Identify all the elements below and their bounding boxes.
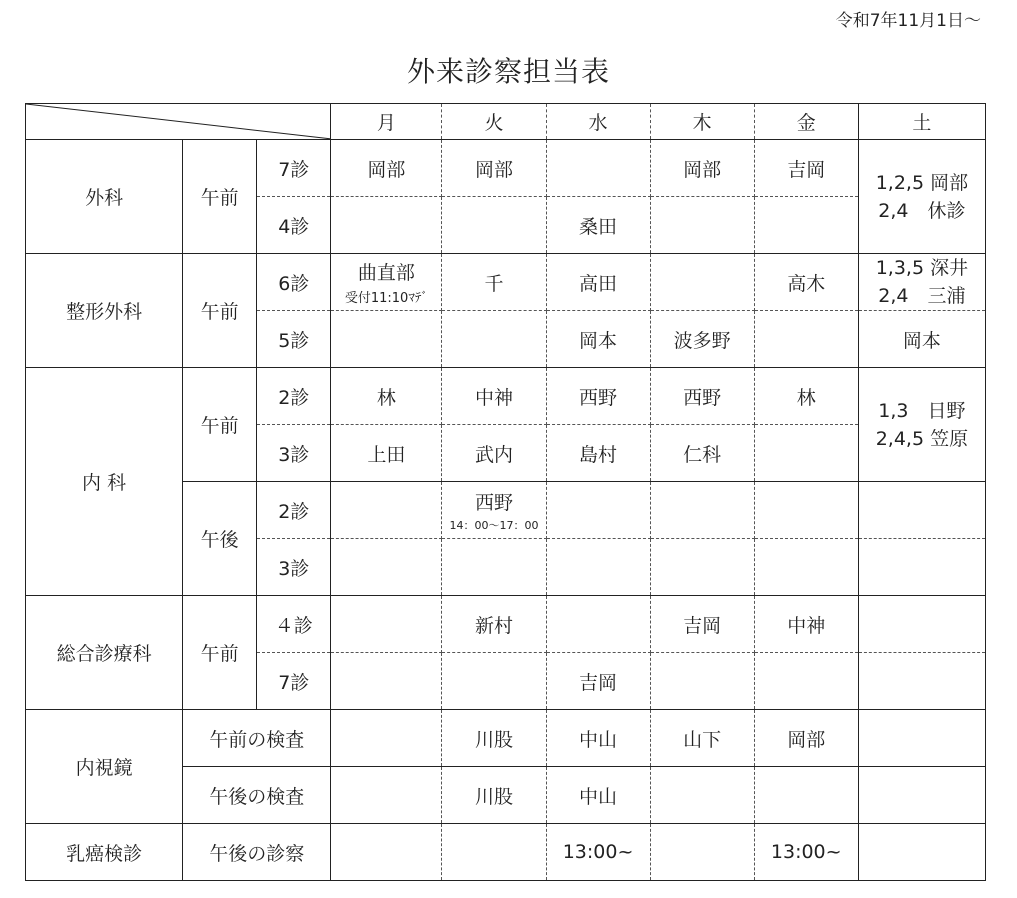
cell-saturday (858, 368, 985, 482)
room-label: 2診 (257, 368, 331, 425)
cell-empty (650, 254, 754, 311)
period-pm-exam: 午後の検査 (183, 767, 331, 824)
cell-empty (331, 710, 442, 767)
cell-doctor: 武内 (442, 425, 546, 482)
cell-doctor: 林 (754, 368, 858, 425)
cell-empty (650, 767, 754, 824)
cell-doctor: 中神 (754, 596, 858, 653)
day-header-wed: 水 (546, 104, 650, 140)
cell-empty (858, 539, 985, 596)
cell-doctor: 高田 (546, 254, 650, 311)
table-row (26, 596, 986, 653)
cell-empty (754, 539, 858, 596)
period-am: 午前 (183, 140, 257, 254)
cell-empty (650, 539, 754, 596)
cell-doctor: 岡部 (650, 140, 754, 197)
corner-cell (26, 104, 331, 140)
cell-empty (331, 824, 442, 881)
room-label: ４診 (257, 596, 331, 653)
cell-empty (650, 653, 754, 710)
cell-saturday (858, 140, 985, 254)
cell-empty (858, 482, 985, 539)
sat-line: 1,2,5 岡部 (875, 171, 969, 194)
cell-doctor: 岡本 (858, 311, 985, 368)
cell-empty (442, 311, 546, 368)
room-label: 3診 (257, 425, 331, 482)
cell-doctor: 吉岡 (754, 140, 858, 197)
cell-doctor: 西野 (546, 368, 650, 425)
cell-empty (331, 767, 442, 824)
room-label: 6診 (257, 254, 331, 311)
period-pm-consult: 午後の診察 (183, 824, 331, 881)
sat-line: 2,4,5 笠原 (875, 427, 969, 450)
schedule-table (25, 103, 986, 881)
cell-empty (331, 539, 442, 596)
cell-empty (650, 824, 754, 881)
cell-time: 13:00~ (754, 824, 858, 881)
cell-doctor: 新村 (442, 596, 546, 653)
day-header-mon: 月 (331, 104, 442, 140)
cell-doctor: 林 (331, 368, 442, 425)
cell-doctor: 山下 (650, 710, 754, 767)
dept-naika: 内 科 (26, 368, 183, 596)
dept-sogo: 総合診療科 (26, 596, 183, 710)
dept-geka: 外科 (26, 140, 183, 254)
room-label: 5診 (257, 311, 331, 368)
dept-nyugan: 乳癌検診 (26, 824, 183, 881)
cell-empty (331, 311, 442, 368)
table-row (26, 140, 986, 197)
cell-doctor: 波多野 (650, 311, 754, 368)
room-label: 7診 (257, 653, 331, 710)
cell-doctor: 岡部 (754, 710, 858, 767)
page-title: 外来診察担当表 (406, 55, 610, 88)
header-row (26, 104, 986, 140)
sat-line: 1,3 日野 (878, 399, 966, 422)
cell-empty (331, 596, 442, 653)
cell-empty (442, 539, 546, 596)
table-row (26, 710, 986, 767)
cell-empty (858, 653, 985, 710)
cell-doctor: 岡部 (331, 140, 442, 197)
diagonal-line (26, 104, 331, 139)
cell-empty (754, 653, 858, 710)
cell-saturday (858, 254, 985, 311)
cell-doctor: 川股 (442, 767, 546, 824)
cell-empty (442, 653, 546, 710)
cell-empty (858, 596, 985, 653)
cell-empty (650, 197, 754, 254)
cell-doctor: 岡本 (546, 311, 650, 368)
cell-doctor: 仁科 (650, 425, 754, 482)
cell-empty (546, 140, 650, 197)
room-label: 7診 (257, 140, 331, 197)
cell-empty (754, 311, 858, 368)
cell-empty (858, 710, 985, 767)
cell-doctor: 千 (442, 254, 546, 311)
effective-date: 令和7年11月1日〜 (835, 11, 981, 31)
day-header-tue: 火 (442, 104, 546, 140)
cell-empty (754, 767, 858, 824)
cell-doctor (331, 254, 442, 311)
room-label: 4診 (257, 197, 331, 254)
room-label: 2診 (257, 482, 331, 539)
cell-doctor: 中山 (546, 710, 650, 767)
doctor-name: 曲直部 (357, 262, 415, 284)
sat-line: 1,3,5 深井 (875, 257, 969, 279)
hours-note: 14：00〜17：00 (449, 518, 539, 532)
cell-doctor: 桑田 (546, 197, 650, 254)
cell-time: 13:00~ (546, 824, 650, 881)
cell-doctor: 西野 (650, 368, 754, 425)
room-label: 3診 (257, 539, 331, 596)
doctor-name: 西野 (474, 491, 513, 514)
period-am: 午前 (183, 254, 257, 368)
period-am: 午前 (183, 596, 257, 710)
sat-line: 2,4 休診 (878, 199, 966, 222)
cell-empty (331, 482, 442, 539)
period-pm: 午後 (183, 482, 257, 596)
cell-empty (546, 482, 650, 539)
cell-empty (858, 824, 985, 881)
cell-empty (754, 425, 858, 482)
cell-doctor: 吉岡 (546, 653, 650, 710)
cell-doctor: 中山 (546, 767, 650, 824)
cell-empty (331, 197, 442, 254)
cell-doctor: 高木 (754, 254, 858, 311)
cell-doctor: 島村 (546, 425, 650, 482)
period-am-exam: 午前の検査 (183, 710, 331, 767)
cell-empty (442, 197, 546, 254)
day-header-sat: 土 (858, 104, 985, 140)
cell-doctor: 岡部 (442, 140, 546, 197)
cell-doctor: 中神 (442, 368, 546, 425)
table-row (26, 824, 986, 881)
cell-empty (331, 653, 442, 710)
dept-seikei: 整形外科 (26, 254, 183, 368)
cell-empty (650, 482, 754, 539)
cell-empty (546, 539, 650, 596)
table-row (26, 368, 986, 425)
reception-note: 受付11:10ﾏﾃﾞ (344, 291, 428, 306)
period-am: 午前 (183, 368, 257, 482)
sat-line: 2,4 三浦 (878, 285, 966, 307)
cell-empty (754, 197, 858, 254)
cell-empty (546, 596, 650, 653)
day-header-thu: 木 (650, 104, 754, 140)
cell-empty (442, 824, 546, 881)
cell-doctor: 上田 (331, 425, 442, 482)
cell-doctor: 川股 (442, 710, 546, 767)
cell-doctor (442, 482, 546, 539)
cell-empty (754, 482, 858, 539)
cell-empty (858, 767, 985, 824)
cell-doctor: 吉岡 (650, 596, 754, 653)
dept-naishikyo: 内視鏡 (26, 710, 183, 824)
day-header-fri: 金 (754, 104, 858, 140)
table-row (26, 254, 986, 311)
